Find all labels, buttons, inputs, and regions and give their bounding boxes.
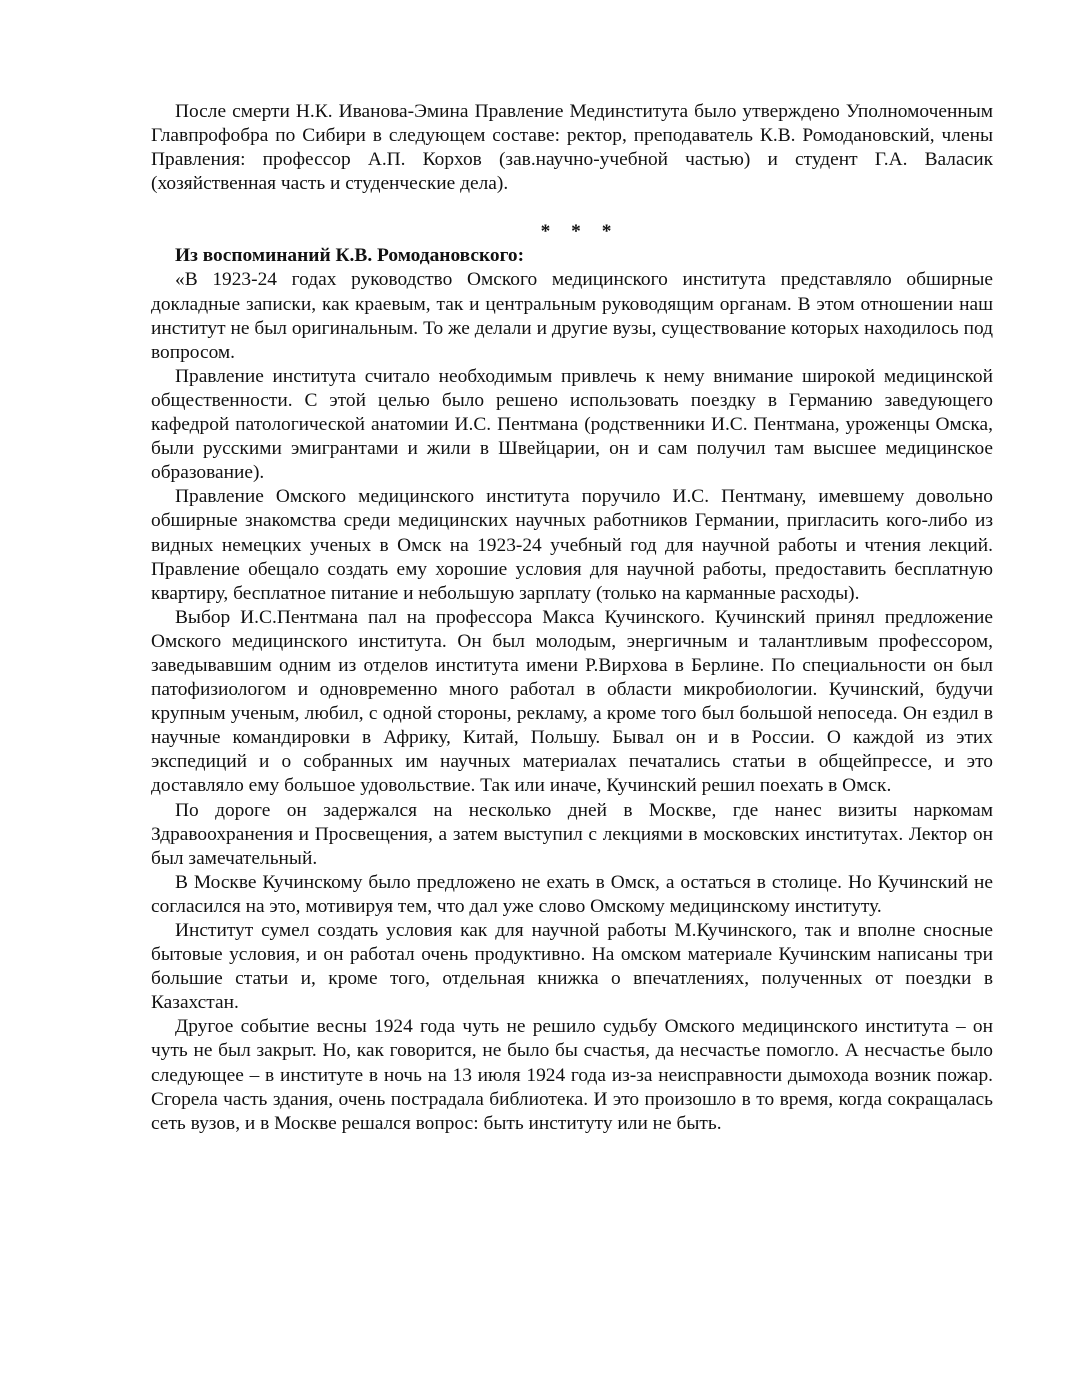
memoir-heading: Из воспоминаний К.В. Ромодановского: <box>175 245 525 267</box>
document-page <box>151 100 993 1136</box>
body-paragraph: Другое событие весны 1924 года чуть не решило судьбу Омского медицинского института – он чуть не был закрыт. Но, как говорится, не было бы счастья, да несчастье помогло. А несчастье было следующее – в институте в ночь на 13 июля 1924 года из-за неисправности дымохода возник пожар. Сгорела часть здания, очень пострадала библиотека. И это произошло в то время, когда сокращалась сеть вузов, и в Москве решался вопрос: быть институту или не быть. <box>151 1016 993 1134</box>
body-paragraph: Правление института считало необходимым привлечь к нему внимание широкой медицинской общественности. С этой целью было решено использовать поездку в Германию заведующего кафедрой патологической анатомии И.С. Пентмана (родственники И.С. Пентмана, уроженцы Омска, были русскими эмигрантами и жили в Швейцарии, он и сам получил там высшее медицинское образование). <box>151 365 993 484</box>
body-paragraph: В Москве Кучинскому было предложено не ехать в Омск, а остаться в столице. Но Кучинский не согласился на это, мотивируя тем, что дал уже слово Омскому медицинскому институту. <box>151 871 993 917</box>
intro-paragraph: После смерти Н.К. Иванова-Эмина Правление Мединститута было утверждено Уполномоченным Главпрофобра по Сибири в следующем составе: ректор, преподаватель К.В. Ромодановский, члены Правления: профессор А.П. Корхов (зав.научно-учебной частью) и студент Г.А. Валасик (хозяйственная часть и студенческие дела). <box>151 101 993 195</box>
body-paragraph: «В 1923-24 годах руководство Омского медицинского института представляло обширные докладные записки, как краевым, так и центральным руководящим органам. В этом отношении наш институт не был оригинальным. То же делали и другие вузы, существование которых находилось под вопросом. <box>151 269 993 363</box>
body-paragraph: Правление Омского медицинского института поручило И.С. Пентману, имевшему довольно обширные знакомства среди медицинских научных работников Германии, пригласить кого-либо из видных немецких ученых в Омск на 1923-24 учебный год для научной работы и чтения лекций. Правление обещало создать ему хорошие условия для научной работы, предоставить бесплатную квартиру, бесплатное питание и небольшую зарплату (только на карманные расходы). <box>151 486 993 604</box>
section-separator: * * * <box>540 221 620 243</box>
body-paragraph: Институт сумел создать условия как для научной работы М.Кучинского, так и вполне сносные бытовые условия, и он работал очень продуктивно. На омском материале Кучинским написаны три большие статьи и, кроме того, отдельная книжка о впечатлениях, полученных от поездки в Казахстан. <box>151 920 993 1014</box>
body-paragraph: По дороге он задержался на несколько дней в Москве, где нанес визиты наркомам Здравоохранения и Просвещения, а затем выступил с лекциями в московских институтах. Лектор он был замечательный. <box>151 799 993 869</box>
body-paragraph: Выбор И.С.Пентмана пал на профессора Макса Кучинского. Кучинский принял предложение Омского медицинского института. Он был молодым, энергичным и талантливым профессором, заведывавшим одним из отделов института имени Р.Вирхова в Берлине. По специальности он был патофизиологом и одновременно много работал в области микробиологии. Кучинский, будучи крупным ученым, любил, с одной стороны, рекламу, а кроме того был большой непоседа. Он ездил в научные командировки в Африку, Китай, Польшу. Бывал он и в России. О каждой из этих экспедиций и о собранных им научных материалах печатались статьи в общейпрессе, и это доставляло ему большое удовольствие. Так или иначе, Кучинский решил поехать в Омск. <box>151 606 993 797</box>
